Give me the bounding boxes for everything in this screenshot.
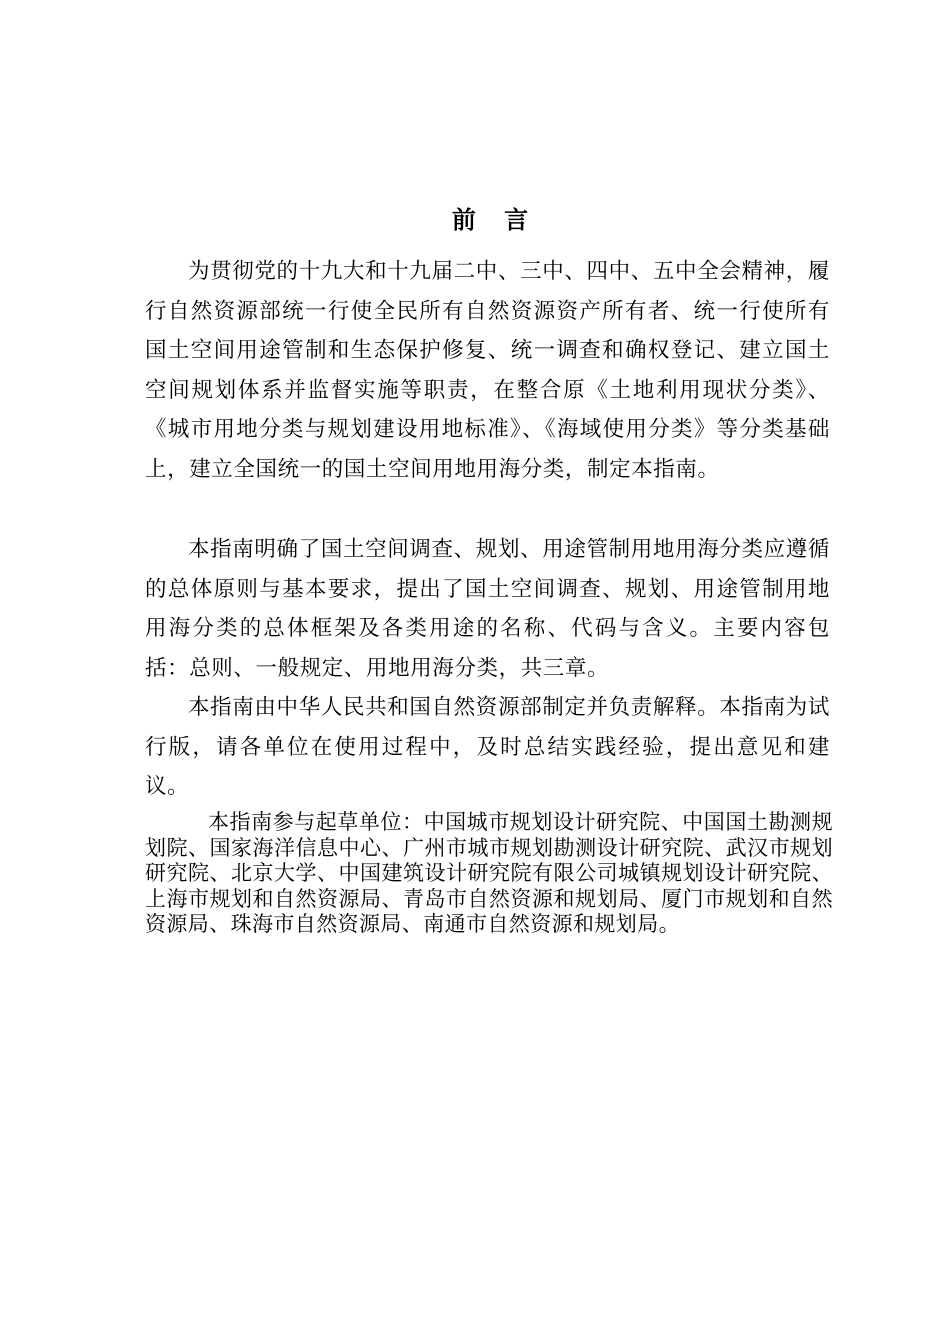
page-title: 前 言 (451, 206, 539, 235)
preface-paragraph-interpretation: 本指南由中华人民共和国自然资源部制定并负责解释。本指南为试行版，请各单位在使用过程中，及时总结实践经验，提出意见和建议。 (145, 695, 830, 799)
preface-paragraph-purpose: 为贯彻党的十九大和十九届二中、三中、四中、五中全会精神，履行自然资源部统一行使全民所有自然资源资产所有者、统一行使所有国土空间用途管制和生态保护修复、统一调查和确权登记、建立国土空间规划体系并监督实施等职责，在整合原《土地利用现状分类》、《城市用地分类与规划建设用地标准》、《海域使用分类》等分类基础上，建立全国统一的国土空间用地用海分类，制定本指南。 (145, 259, 830, 482)
preface-paragraph-content: 本指南明确了国土空间调查、规划、用途管制用地用海分类应遵循的总体原则与基本要求，提出了国土空间调查、规划、用途管制用地用海分类的总体框架及各类用途的名称、代码与含义。主要内容包括：总则、一般规定、用地用海分类，共三章。 (145, 537, 830, 681)
drafting-units-paragraph: 本指南参与起草单位：中国城市规划设计研究院、中国国土勘测规划院、国家海洋信息中心、广州市城市规划勘测设计研究院、武汉市规划研究院、北京大学、中国建筑设计研究院有限公司城镇规划设计研究院、上海市规划和自然资源局、青岛市自然资源和规划局、厦门市规划和自然资源局、珠海市自然资源局、南通市自然资源和规划局。 (145, 810, 833, 936)
